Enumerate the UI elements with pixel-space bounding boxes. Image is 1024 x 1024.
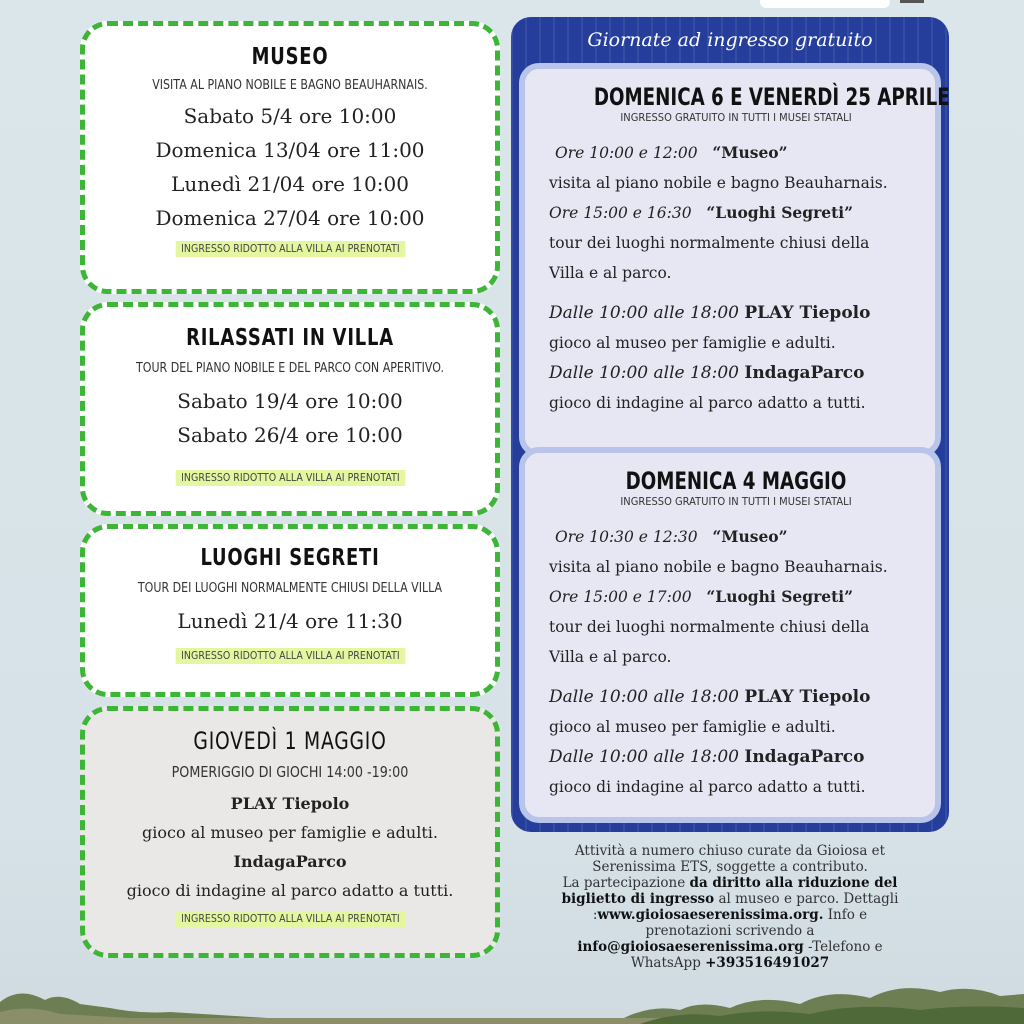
footer-text: Info e bbox=[823, 907, 868, 923]
footer-line bbox=[515, 955, 945, 971]
footer-text: La partecipazione bbox=[562, 875, 690, 891]
date-line: Domenica 13/04 ore 11:00 bbox=[155, 138, 425, 162]
luoghi-name: “Luoghi Segreti” bbox=[706, 587, 854, 606]
luoghi-desc: tour dei luoghi normalmente chiusi della bbox=[549, 234, 870, 252]
indaga-desc: gioco di indagine al parco adatto a tutti. bbox=[549, 778, 866, 796]
play-time: Dalle 10:00 alle 18:00 bbox=[549, 687, 739, 707]
indaga-line bbox=[549, 358, 923, 388]
panel-header: Giornate ad ingresso gratuito bbox=[587, 29, 873, 51]
email-link[interactable]: info@gioiosaeserenissima.org bbox=[577, 939, 804, 955]
phone-number[interactable]: +393516491027 bbox=[705, 955, 830, 971]
indagaparco-desc: gioco di indagine al parco adatto a tutti. bbox=[126, 881, 454, 900]
date-line: Sabato 26/4 ore 10:00 bbox=[177, 423, 403, 447]
date-line: Sabato 19/4 ore 10:00 bbox=[177, 389, 403, 413]
discount-note: INGRESSO RIDOTTO ALLA VILLA AI PRENOTATI bbox=[175, 241, 404, 257]
date-line: Domenica 27/04 ore 10:00 bbox=[155, 206, 425, 230]
indagaparco-title: IndagaParco bbox=[233, 852, 347, 871]
indaga-time: Dalle 10:00 alle 18:00 bbox=[549, 747, 739, 767]
event-title: DOMENICA 6 E VENERDÌ 25 APRILE bbox=[593, 83, 950, 111]
museo-line bbox=[549, 138, 923, 168]
event-subtitle: INGRESSO GRATUITO IN TUTTI I MUSEI STATALI bbox=[620, 111, 852, 124]
card-subtitle: TOUR DEL PIANO NOBILE E DEL PARCO CON APERITIVO. bbox=[136, 361, 444, 376]
museo-time: Ore 10:00 e 12:00 bbox=[555, 144, 698, 162]
footer-info bbox=[515, 843, 945, 971]
discount-note: INGRESSO RIDOTTO ALLA VILLA AI PRENOTATI bbox=[175, 470, 404, 486]
play-line bbox=[549, 298, 923, 328]
footer-text: WhatsApp bbox=[630, 955, 706, 971]
luoghi-time: Ore 15:00 e 16:30 bbox=[549, 204, 692, 222]
indaga-desc: gioco di indagine al parco adatto a tutti. bbox=[549, 394, 866, 412]
luoghi-line bbox=[549, 198, 923, 228]
museo-name: “Museo” bbox=[712, 527, 788, 546]
event-subtitle: INGRESSO GRATUITO IN TUTTI I MUSEI STATALI bbox=[620, 495, 852, 508]
top-dash-decoration bbox=[900, 0, 924, 3]
date-line: Sabato 5/4 ore 10:00 bbox=[183, 104, 397, 128]
play-desc: gioco al museo per famiglie e adulti. bbox=[549, 334, 836, 352]
card-title: LUOGHI SEGRETI bbox=[200, 545, 380, 571]
play-desc: gioco al museo per famiglie e adulti. bbox=[549, 718, 836, 736]
footer-line: prenotazioni scrivendo a bbox=[645, 923, 815, 939]
indaga-name: IndagaParco bbox=[744, 363, 865, 383]
play-name: PLAY Tiepolo bbox=[744, 303, 871, 323]
luoghi-line bbox=[549, 582, 923, 612]
footer-line bbox=[515, 875, 945, 891]
card-subtitle: TOUR DEI LUOGHI NORMALMENTE CHIUSI DELLA VILLA bbox=[137, 581, 443, 596]
date-line: Lunedì 21/04 ore 10:00 bbox=[171, 172, 409, 196]
card-giovedi-1-maggio bbox=[80, 706, 500, 958]
footer-text: al museo e parco. Dettagli bbox=[714, 891, 899, 907]
card-title: RILASSATI IN VILLA bbox=[186, 325, 394, 351]
top-decoration bbox=[760, 0, 890, 8]
indaga-time: Dalle 10:00 alle 18:00 bbox=[549, 363, 739, 383]
free-entry-panel bbox=[511, 17, 949, 832]
play-name: PLAY Tiepolo bbox=[744, 687, 871, 707]
luoghi-desc: tour dei luoghi normalmente chiusi della bbox=[549, 618, 870, 636]
footer-line bbox=[515, 939, 945, 955]
landscape-decoration bbox=[0, 974, 1024, 1024]
footer-line bbox=[515, 907, 945, 923]
museo-desc: visita al piano nobile e bagno Beauharnais. bbox=[549, 558, 888, 576]
museo-desc: visita al piano nobile e bagno Beauharnais. bbox=[549, 174, 888, 192]
luoghi-desc: Villa e al parco. bbox=[549, 264, 672, 282]
card-title: MUSEO bbox=[251, 44, 329, 70]
date-line: Lunedì 21/4 ore 11:30 bbox=[177, 609, 403, 633]
footer-bold: da diritto alla riduzione del bbox=[689, 875, 898, 891]
website-link[interactable]: www.gioiosaeserenissima.org. bbox=[597, 907, 824, 923]
play-time: Dalle 10:00 alle 18:00 bbox=[549, 303, 739, 323]
museo-name: “Museo” bbox=[712, 143, 788, 162]
card-title: GIOVEDÌ 1 MAGGIO bbox=[193, 727, 387, 755]
play-line bbox=[549, 682, 923, 712]
event-may bbox=[519, 447, 941, 823]
event-title: DOMENICA 4 MAGGIO bbox=[625, 467, 847, 495]
footer-text: -Telefono e bbox=[803, 939, 883, 955]
play-tiepolo-title: PLAY Tiepolo bbox=[230, 794, 350, 813]
luoghi-name: “Luoghi Segreti” bbox=[706, 203, 854, 222]
footer-line: Serenissima ETS, soggette a contributo. bbox=[592, 859, 868, 875]
card-luoghi-segreti bbox=[80, 524, 500, 697]
event-april bbox=[519, 63, 950, 457]
indaga-line bbox=[549, 742, 923, 772]
footer-text: : bbox=[592, 907, 598, 923]
card-rilassati-in-villa bbox=[80, 302, 500, 516]
play-tiepolo-desc: gioco al museo per famiglie e adulti. bbox=[142, 823, 438, 842]
footer-line: Attività a numero chiuso curate da Gioiosa et bbox=[574, 843, 886, 859]
discount-note: INGRESSO RIDOTTO ALLA VILLA AI PRENOTATI bbox=[175, 911, 404, 927]
indaga-name: IndagaParco bbox=[744, 747, 865, 767]
footer-bold: biglietto di ingresso bbox=[561, 891, 715, 907]
museo-line bbox=[549, 522, 923, 552]
discount-note: INGRESSO RIDOTTO ALLA VILLA AI PRENOTATI bbox=[175, 648, 404, 664]
museo-time: Ore 10:30 e 12:30 bbox=[555, 528, 698, 546]
card-museo bbox=[80, 21, 500, 294]
luoghi-desc: Villa e al parco. bbox=[549, 648, 672, 666]
luoghi-time: Ore 15:00 e 17:00 bbox=[549, 588, 692, 606]
card-subtitle: VISITA AL PIANO NOBILE E BAGNO BEAUHARNAIS. bbox=[152, 78, 428, 93]
card-subtitle: POMERIGGIO DI GIOCHI 14:00 -19:00 bbox=[171, 763, 409, 781]
footer-line bbox=[515, 891, 945, 907]
